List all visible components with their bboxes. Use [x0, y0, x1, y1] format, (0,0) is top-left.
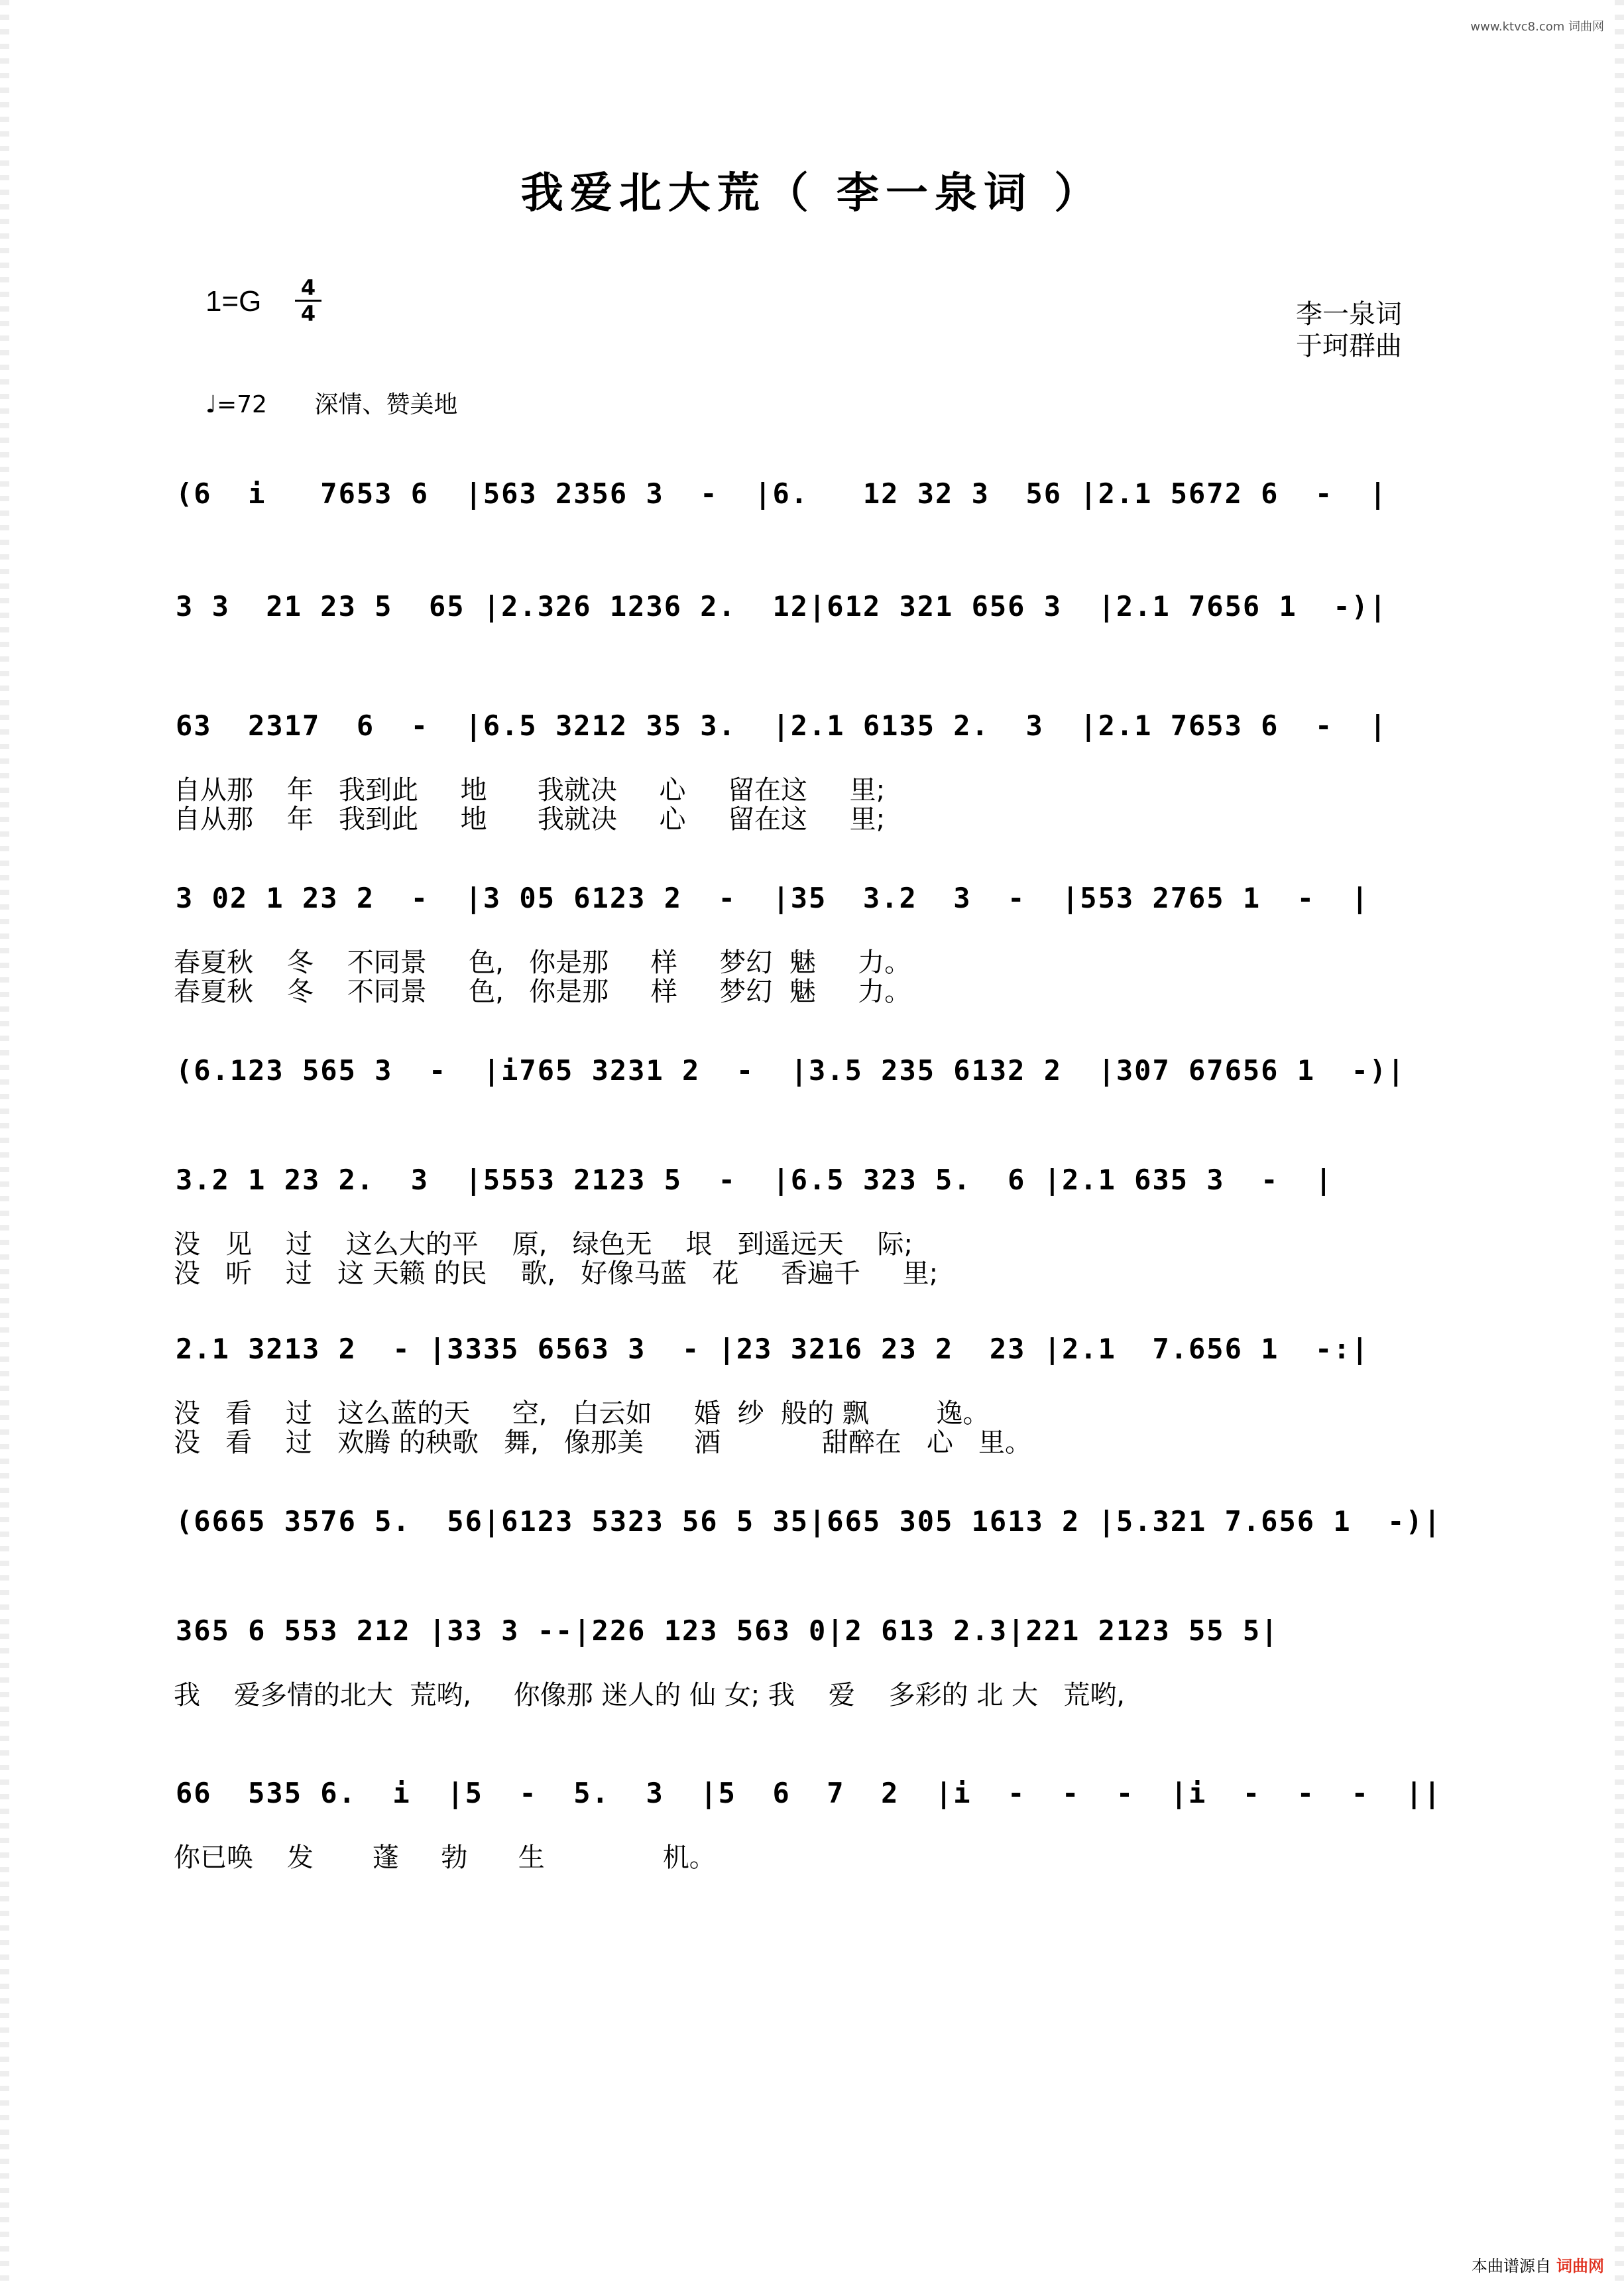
- lyric-line: 自从那 年 我到此 地 我就决 心 留在这 里;: [174, 804, 886, 835]
- footer-brand: 词曲网: [1556, 2257, 1604, 2275]
- lyric-line: 没 看 过 欢腾 的秧歌 舞, 像那美 酒 甜醉在 心 里。: [174, 1427, 1032, 1458]
- tempo-marking: [205, 386, 457, 420]
- staff-notes: (6.123 565 3 - |i765 3231 2 - |3.5 235 6132 2 |307 67656 1 -)|: [176, 1054, 1406, 1087]
- site-url: www.ktvc8.com 词曲网: [1470, 20, 1604, 34]
- song-title: 我爱北大荒（ 李一泉词 ）: [520, 168, 1104, 218]
- lyric-line: 我 爱多情的北大 荒哟, 你像那 迷人的 仙 女; 我 爱 多彩的 北 大 荒哟,: [174, 1680, 1125, 1711]
- staff-notes: 365 6 553 212 |33 3 --|226 123 563 0|2 613 2.3|221 2123 55 5|: [176, 1614, 1279, 1647]
- left-watermark-strip: [0, 0, 9, 2284]
- lyricist: 李一泉词: [1296, 299, 1402, 330]
- time-signature: [295, 277, 321, 324]
- key-signature: 1=G: [205, 285, 262, 318]
- time-signature-top: 4: [300, 275, 316, 300]
- lyric-line: 自从那 年 我到此 地 我就决 心 留在这 里;: [174, 775, 886, 806]
- lyric-line: 春夏秋 冬 不同景 色, 你是那 样 梦幻 魅 力。: [174, 977, 911, 1007]
- staff-5: [176, 1054, 1458, 1127]
- staff-notes: (6665 3576 5. 56|6123 5323 56 5 35|665 305 1613 2 |5.321 7.656 1 -)|: [176, 1505, 1442, 1537]
- lyric-line: 你已唤 发 蓬 勃 生 机。: [174, 1842, 716, 1873]
- right-watermark-strip: [1615, 0, 1624, 2284]
- footer: [1472, 2253, 1604, 2276]
- footer-source: 本曲谱源自: [1472, 2257, 1551, 2275]
- staff-notes: 3.2 1 23 2. 3 |5553 2123 5 - |6.5 323 5. 6 |2.1 635 3 - |: [176, 1164, 1334, 1196]
- composer: 于珂群曲: [1296, 331, 1402, 361]
- expression: 深情、赞美地: [314, 391, 458, 418]
- staff-notes: 3 3 21 23 5 65 |2.326 1236 2. 12|612 321 656 3 |2.1 7656 1 -)|: [176, 590, 1388, 623]
- staff-notes: 3 02 1 23 2 - |3 05 6123 2 - |35 3.2 3 - |553 2765 1 - |: [176, 882, 1369, 914]
- staff-notes: (6 i 7653 6 |563 2356 3 - |6. 12 32 3 56 |2.1 5672 6 - |: [176, 477, 1388, 510]
- staff-notes: 63 2317 6 - |6.5 3212 35 3. |2.1 6135 2. 3 |2.1 7653 6 - |: [176, 709, 1388, 742]
- staff-2: [176, 590, 1458, 663]
- lyric-line: 没 看 过 这么蓝的天 空, 白云如 婚 纱 般的 飘 逸。: [174, 1398, 990, 1429]
- time-signature-bottom: 4: [300, 301, 316, 326]
- staff-8: [176, 1505, 1458, 1578]
- lyric-line: 没 见 过 这么大的平 原, 绿色无 垠 到遥远天 际;: [174, 1229, 913, 1260]
- lyric-line: 没 听 过 这 天籁 的民 歌, 好像马蓝 花 香遍千 里;: [174, 1258, 939, 1289]
- lyric-line: 春夏秋 冬 不同景 色, 你是那 样 梦幻 魅 力。: [174, 947, 911, 978]
- staff-notes: 66 535 6. i |5 - 5. 3 |5 6 7 2 |i - - - |i - - - ||: [176, 1777, 1442, 1809]
- staff-1: [176, 477, 1458, 550]
- tempo: ♩=72: [205, 391, 267, 418]
- staff-notes: 2.1 3213 2 - |3335 6563 3 - |23 3216 23 2 23 |2.1 7.656 1 -:|: [176, 1333, 1369, 1365]
